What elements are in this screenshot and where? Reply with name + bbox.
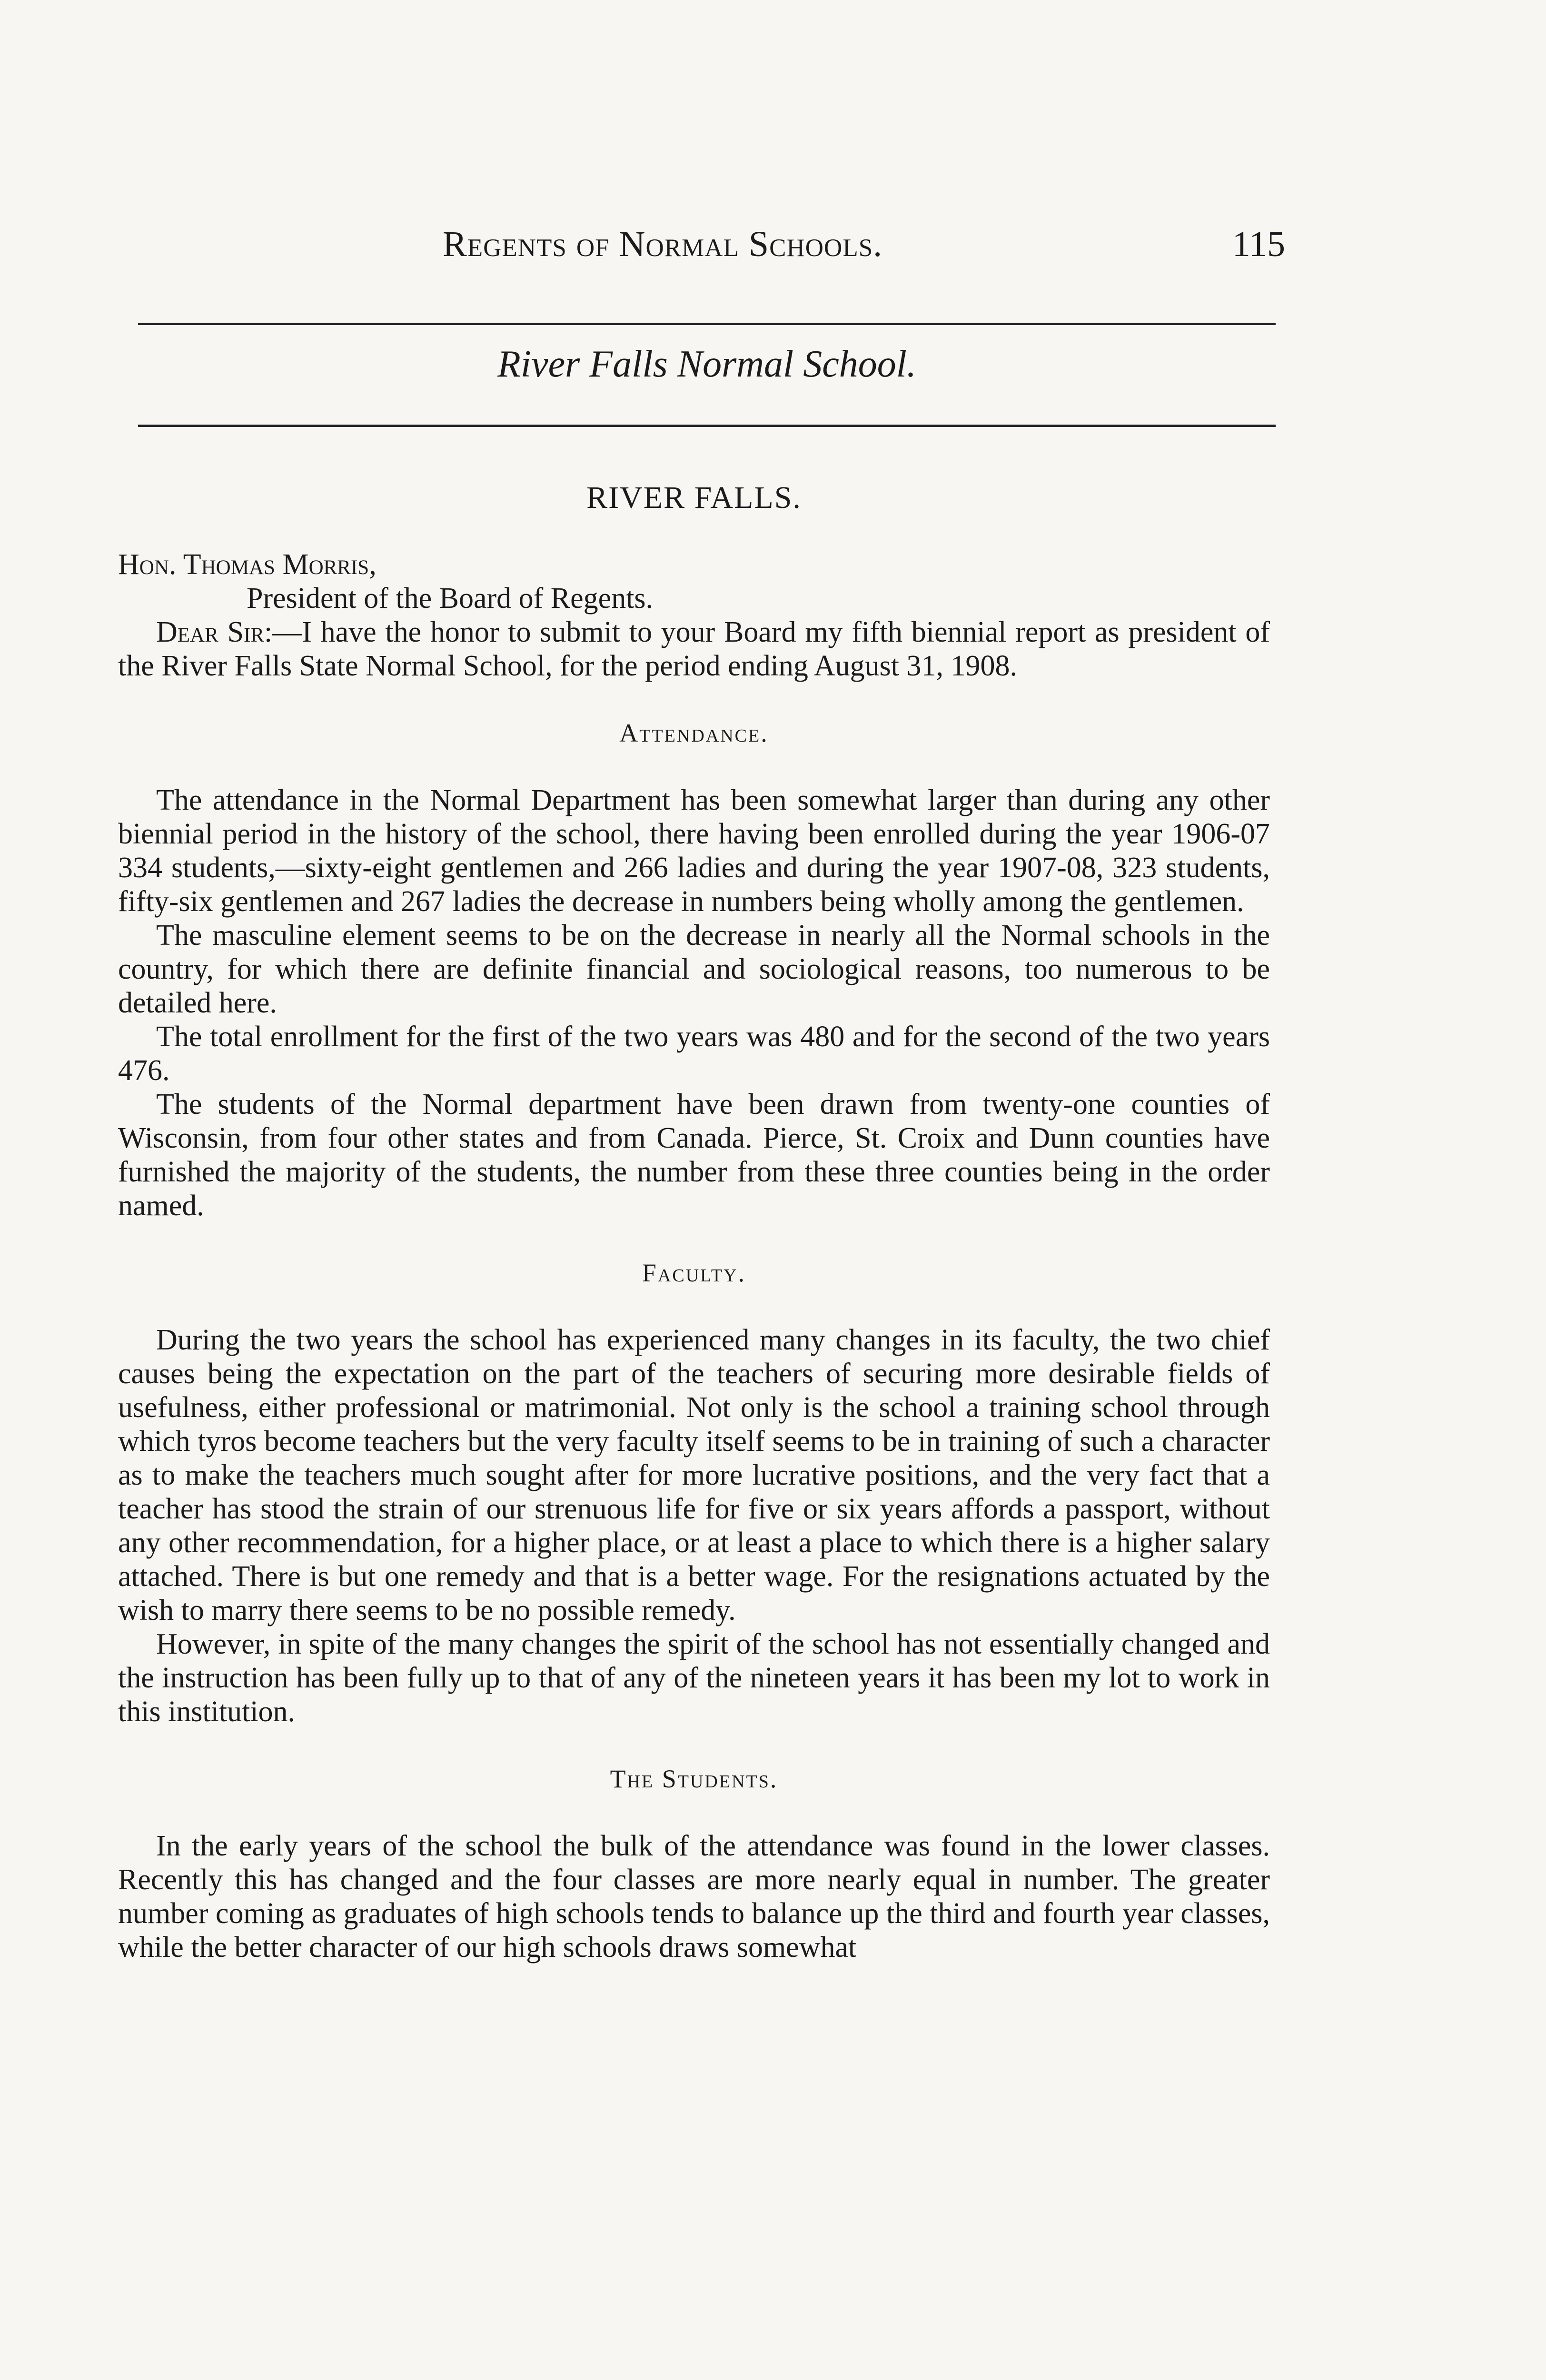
heading-attendance: Attendance. [619,719,769,747]
header-rule-bottom [138,425,1276,427]
opening-paragraph [118,615,1270,683]
addressee-title: President of the Board of Regents. [247,582,654,615]
letter-title: RIVER FALLS. [586,480,802,515]
paragraph: The total enrollment for the first of the two years was 480 and for the second of the two years 476. [118,1021,1270,1087]
heading-students: The Students. [610,1765,778,1793]
heading-faculty: Faculty. [642,1259,746,1287]
paragraph: In the early years of the school the bulk of the attendance was found in the lower classes. Recently this has changed and the four classes are more nearly equal in number. The greater number coming as graduates of high schools tends to balance up the third and fourth year classes, while the better character of our high schools draws somewhat [118,1830,1270,1964]
paragraph: The masculine element seems to be on the decrease in nearly all the Normal schools in the country, for which there are definite financial and sociological reasons, too numerous to be detailed here. [118,919,1270,1019]
running-header [138,224,1285,281]
addressee: Hon. Thomas Morris, [118,548,377,581]
running-title: Regents of Normal Schools. [443,224,883,264]
paragraph: During the two years the school has experienced many changes in its faculty, the two chief causes being the expectation on the part of the teachers of securing more desirable fields of usefulness, either professional or matrimonial. Not only is the school a training school through which tyros become teachers but the very faculty itself seems to be in training of such a character as to make the teachers much sought after for more lucrative positions, and the very fact that a teacher has stood the strain of our strenuous life for five or six years affords a passport, without any other recommendation, for a higher place, or at least a place to which there is a higher salary attached. There is but one remedy and that is a better wage. For the resignations actuated by the wish to marry there seems to be no possible remedy. [118,1324,1270,1626]
opening-text: —I have the honor to submit to your Board my fifth biennial report as president of the River Falls State Normal School, for the period ending August 31, 1908. [118,616,1270,682]
paragraph: However, in spite of the many changes the spirit of the school has not essentially changed and the instruction has been fully up to that of any of the nineteen years it has been my lot to work in this institution. [118,1628,1270,1728]
body-text [118,481,1270,1964]
section-title: River Falls Normal School. [497,343,916,385]
page-number: 115 [1232,224,1285,264]
salutation: Dear Sir: [156,616,273,648]
paragraph: The attendance in the Normal Department has been somewhat larger than during any other biennial period in the history of the school, there having been enrolled during the year 1906-07 334 students,—sixty-eight gentlemen and 266 ladies and during the year 1907-08, 323 students, fifty-six gentlemen and 267 ladies the decrease in numbers being wholly among the gentlemen. [118,784,1270,918]
paragraph: The students of the Normal department have been drawn from twenty-one counties of Wisconsin, from four other states and from Canada. Pierce, St. Croix and Dunn counties have furnished the majority of the students, the number from these three counties being in the order named. [118,1088,1270,1222]
header-rule-top [138,323,1276,325]
